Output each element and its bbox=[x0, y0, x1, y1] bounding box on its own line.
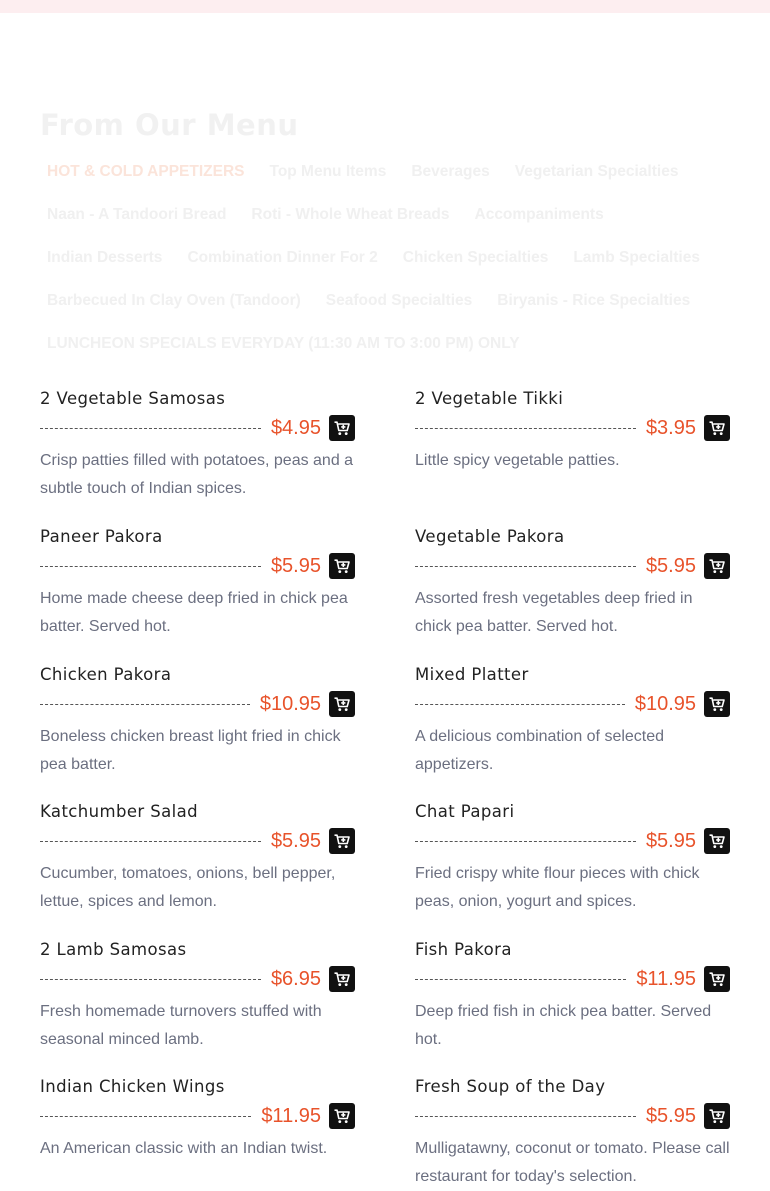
item-price: $10.95 bbox=[634, 692, 696, 715]
menu-item bbox=[415, 523, 730, 641]
category-tab[interactable]: Vegetarian Specialties bbox=[514, 162, 679, 180]
add-to-cart-button[interactable] bbox=[704, 553, 730, 579]
menu-item bbox=[40, 798, 355, 916]
price-line bbox=[40, 689, 355, 719]
price-line bbox=[415, 964, 730, 994]
tab-row bbox=[40, 193, 740, 236]
item-name: Katchumber Salad bbox=[40, 802, 198, 821]
cart-icon bbox=[334, 834, 350, 849]
dotted-leader bbox=[40, 1116, 251, 1117]
dotted-leader bbox=[415, 428, 636, 429]
add-to-cart-button[interactable] bbox=[704, 966, 730, 992]
item-description: Home made cheese deep fried in chick pea batter. Served hot. bbox=[40, 590, 348, 635]
item-price: $5.95 bbox=[270, 829, 321, 852]
price-line bbox=[40, 964, 355, 994]
category-tab[interactable]: Seafood Specialties bbox=[325, 291, 473, 309]
menu-item bbox=[40, 523, 355, 641]
item-price: $5.95 bbox=[645, 829, 696, 852]
dotted-leader bbox=[415, 566, 636, 567]
item-description: Mulligatawny, coconut or tomato. Please call restaurant for today's selection. bbox=[415, 1140, 730, 1185]
category-tab[interactable]: LUNCHEON SPECIALS EVERYDAY (11:30 AM TO 3:00 PM) ONLY bbox=[47, 334, 520, 352]
item-name: 2 Vegetable Samosas bbox=[40, 389, 226, 408]
category-tab[interactable]: Roti - Whole Wheat Breads bbox=[251, 205, 450, 223]
dotted-leader bbox=[40, 428, 261, 429]
item-name: Chat Papari bbox=[415, 802, 515, 821]
item-price: $5.95 bbox=[645, 554, 696, 577]
category-tab[interactable]: Beverages bbox=[411, 162, 490, 180]
cart-icon bbox=[334, 972, 350, 987]
category-tab[interactable]: Top Menu Items bbox=[269, 162, 387, 180]
price-line bbox=[40, 551, 355, 581]
category-tabs bbox=[40, 150, 740, 365]
price-line bbox=[415, 551, 730, 581]
top-banner-strip bbox=[0, 0, 770, 13]
add-to-cart-button[interactable] bbox=[329, 1103, 355, 1129]
item-description: Cucumber, tomatoes, onions, bell pepper, lettue, spices and lemon. bbox=[40, 865, 336, 910]
menu-item bbox=[40, 936, 355, 1054]
menu-item bbox=[415, 1073, 730, 1191]
category-tab[interactable]: Biryanis - Rice Specialties bbox=[497, 291, 691, 309]
item-price: $5.95 bbox=[645, 1104, 696, 1127]
item-name: Indian Chicken Wings bbox=[40, 1077, 225, 1096]
item-description: An American classic with an Indian twist. bbox=[40, 1140, 328, 1157]
add-to-cart-button[interactable] bbox=[329, 553, 355, 579]
item-price: $3.95 bbox=[645, 416, 696, 439]
item-name: Vegetable Pakora bbox=[415, 527, 565, 546]
menu-item bbox=[415, 385, 730, 475]
item-name: Fresh Soup of the Day bbox=[415, 1077, 606, 1096]
dotted-leader bbox=[415, 1116, 636, 1117]
category-tab[interactable]: Lamb Specialties bbox=[573, 248, 700, 266]
menu-item bbox=[40, 661, 355, 779]
menu-item bbox=[415, 661, 730, 779]
menu-item bbox=[40, 385, 355, 503]
add-to-cart-button[interactable] bbox=[704, 1103, 730, 1129]
cart-icon bbox=[709, 421, 725, 436]
add-to-cart-button[interactable] bbox=[704, 828, 730, 854]
cart-icon bbox=[334, 559, 350, 574]
item-description: Fresh homemade turnovers stuffed with seasonal minced lamb. bbox=[40, 1003, 322, 1048]
item-price: $5.95 bbox=[270, 554, 321, 577]
add-to-cart-button[interactable] bbox=[704, 415, 730, 441]
cart-icon bbox=[709, 559, 725, 574]
category-tab[interactable]: Accompaniments bbox=[474, 205, 604, 223]
cart-icon bbox=[709, 972, 725, 987]
category-tab[interactable]: Indian Desserts bbox=[47, 248, 163, 266]
dotted-leader bbox=[40, 979, 261, 980]
tab-row bbox=[40, 150, 740, 193]
category-tab[interactable]: Chicken Specialties bbox=[402, 248, 549, 266]
category-tab[interactable]: HOT & COLD APPETIZERS bbox=[47, 162, 245, 180]
category-tab[interactable]: Barbecued In Clay Oven (Tandoor) bbox=[47, 291, 301, 309]
item-description: Boneless chicken breast light fried in chick pea batter. bbox=[40, 728, 341, 773]
cart-icon bbox=[709, 1109, 725, 1124]
price-line bbox=[415, 413, 730, 443]
menu-item bbox=[415, 936, 730, 1054]
add-to-cart-button[interactable] bbox=[329, 415, 355, 441]
item-description: Fried crispy white flour pieces with chick peas, onion, yogurt and spices. bbox=[415, 865, 700, 910]
price-line bbox=[40, 1101, 355, 1131]
cart-icon bbox=[334, 421, 350, 436]
dotted-leader bbox=[415, 979, 626, 980]
item-description: Little spicy vegetable patties. bbox=[415, 452, 620, 469]
item-description: Deep fried fish in chick pea batter. Served hot. bbox=[415, 1003, 712, 1048]
dotted-leader bbox=[415, 704, 625, 705]
add-to-cart-button[interactable] bbox=[329, 828, 355, 854]
menu-item bbox=[415, 798, 730, 916]
item-price: $11.95 bbox=[636, 967, 696, 990]
price-line bbox=[415, 826, 730, 856]
add-to-cart-button[interactable] bbox=[329, 966, 355, 992]
cart-icon bbox=[334, 1109, 350, 1124]
item-price: $6.95 bbox=[270, 967, 321, 990]
price-line bbox=[40, 413, 355, 443]
menu-item bbox=[40, 1073, 355, 1163]
item-price: $4.95 bbox=[270, 416, 321, 439]
item-description: Crisp patties filled with potatoes, peas and a subtle touch of Indian spices. bbox=[40, 452, 354, 497]
item-name: Chicken Pakora bbox=[40, 665, 172, 684]
category-tab[interactable]: Naan - A Tandoori Bread bbox=[47, 205, 227, 223]
cart-icon bbox=[709, 834, 725, 849]
item-name: Mixed Platter bbox=[415, 665, 529, 684]
tab-row bbox=[40, 322, 740, 365]
item-name: Paneer Pakora bbox=[40, 527, 163, 546]
category-tab[interactable]: Combination Dinner For 2 bbox=[187, 248, 378, 266]
item-name: 2 Lamb Samosas bbox=[40, 940, 187, 959]
item-price: $11.95 bbox=[261, 1104, 321, 1127]
tab-row bbox=[40, 236, 740, 279]
item-name: Fish Pakora bbox=[415, 940, 512, 959]
add-to-cart-button[interactable] bbox=[329, 691, 355, 717]
dotted-leader bbox=[40, 841, 261, 842]
dotted-leader bbox=[40, 704, 250, 705]
section-title: From Our Menu bbox=[40, 108, 299, 142]
dotted-leader bbox=[40, 566, 261, 567]
price-line bbox=[40, 826, 355, 856]
item-description: Assorted fresh vegetables deep fried in chick pea batter. Served hot. bbox=[415, 590, 693, 635]
cart-icon bbox=[709, 697, 725, 712]
item-description: A delicious combination of selected appetizers. bbox=[415, 728, 665, 773]
cart-icon bbox=[334, 697, 350, 712]
add-to-cart-button[interactable] bbox=[704, 691, 730, 717]
price-line bbox=[415, 1101, 730, 1131]
dotted-leader bbox=[415, 841, 636, 842]
item-name: 2 Vegetable Tikki bbox=[415, 389, 564, 408]
item-price: $10.95 bbox=[259, 692, 321, 715]
price-line bbox=[415, 689, 730, 719]
tab-row bbox=[40, 279, 740, 322]
